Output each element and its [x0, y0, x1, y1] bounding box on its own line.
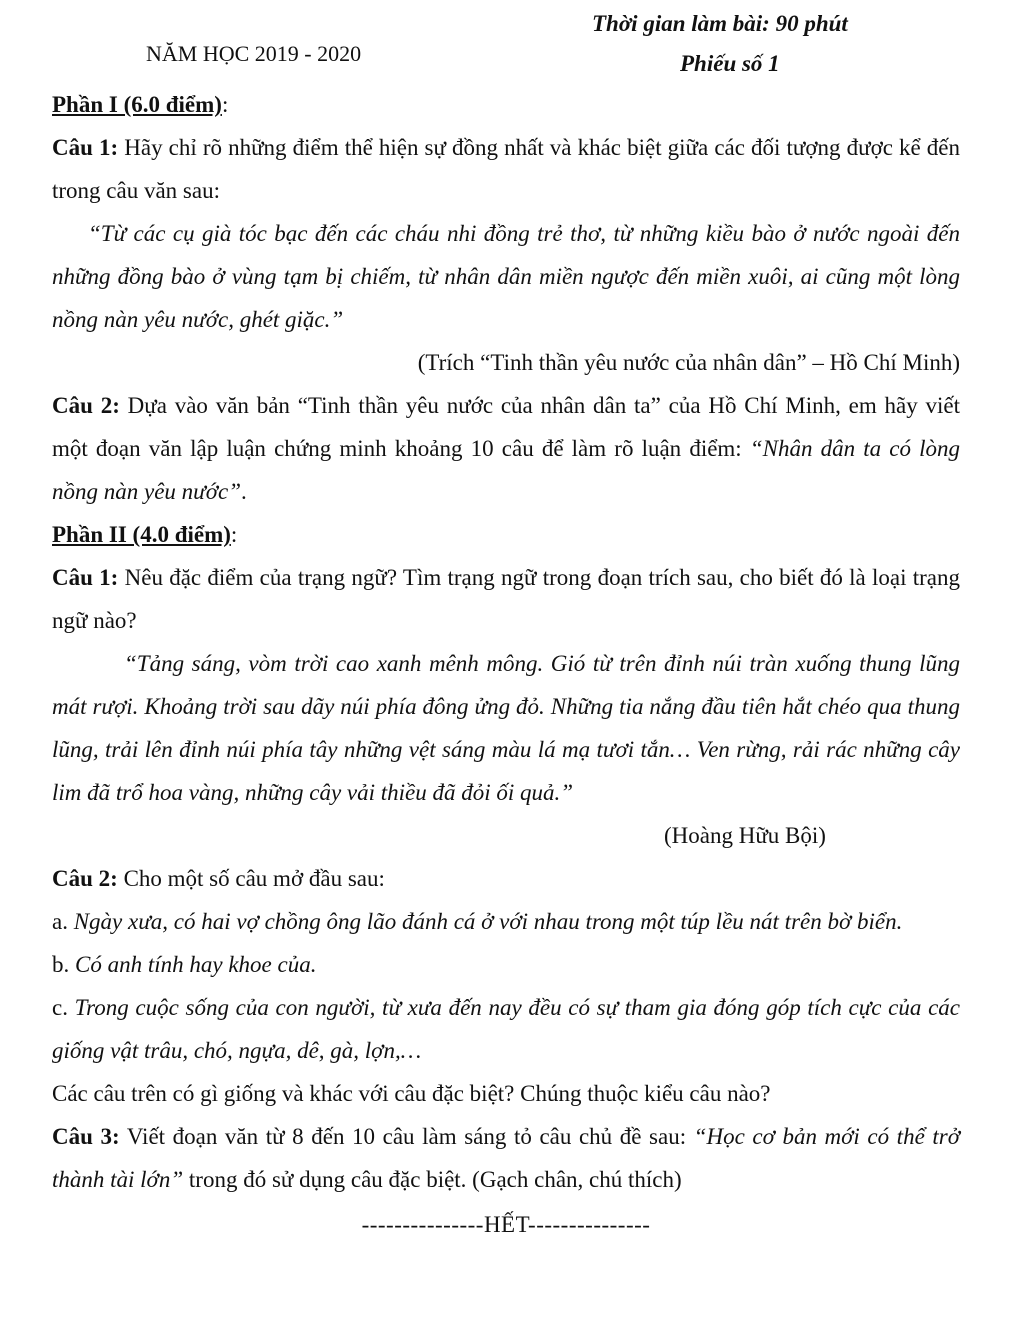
- question-label: Câu 2:: [52, 393, 120, 418]
- question-italic-topic: “Học cơ bản mới có thể trở thành tài lớn”: [52, 1124, 960, 1192]
- part2-question1: [52, 556, 960, 642]
- part2-q1-source: (Hoàng Hữu Bội): [664, 823, 826, 848]
- part1-q1-quote: “Từ các cụ già tóc bạc đến các cháu nhi đồng trẻ thơ, từ những kiều bào ở nước ngoài đến những đồng bào ở vùng tạm bị chiếm, từ nhân dân miền ngược đến miền xuôi, ai cũng một lòng nồng nàn yêu nước, ghét giặc.”: [52, 221, 960, 332]
- question-label: Câu 3:: [52, 1124, 120, 1149]
- question-text-end: trong đó sử dụng câu đặc biệt. (Gạch chân, chú thích): [183, 1167, 682, 1192]
- question-text-end: .: [241, 479, 247, 504]
- sheet-number: Phiếu số 1: [680, 51, 780, 76]
- part1-question1: [52, 126, 960, 212]
- sentence-a: [52, 900, 960, 943]
- question-text: Hãy chỉ rõ những điểm thể hiện sự đồng nhất và khác biệt giữa các đối tượng được kể đến trong câu văn sau:: [52, 135, 961, 203]
- part2-title-suffix: :: [230, 522, 238, 547]
- list-prefix: c.: [52, 995, 75, 1020]
- part2-question2: [52, 857, 960, 900]
- end-mark: ---------------HẾT---------------: [361, 1212, 651, 1237]
- question-text: Viết đoạn văn từ 8 đến 10 câu làm sáng tỏ câu chủ đề sau:: [126, 1124, 694, 1149]
- list-item-text: Có anh tính hay khoe của.: [75, 952, 317, 977]
- exam-body: [52, 83, 960, 1246]
- part1-title-suffix: :: [221, 92, 229, 117]
- list-prefix: a.: [52, 909, 74, 934]
- sentence-b: [52, 943, 960, 986]
- part1-title: Phần I (6.0 điểm): [52, 92, 222, 117]
- part2-q1-quote: “Tảng sáng, vòm trời cao xanh mênh mông. Gió từ trên đỉnh núi tràn xuống thung lũng mát rượi. Khoảng trời sau dãy núi phía đông ửng đỏ. Những tia nắng đầu tiên hắt chéo qua thung lũng, trải lên đỉnh núi phía tây những vệt sáng màu lá mạ tươi tắn… Ven rừng, rải rác những cây lim đã trổ hoa vàng, những cây vải thiều đã đỏi ối quả.”: [52, 651, 960, 805]
- list-item-text: Trong cuộc sống của con người, từ xưa đến nay đều có sự tham gia đóng góp tích cực của các giống vật trâu, chó, ngựa, dê, gà, lợn,…: [52, 995, 960, 1063]
- question-italic-claim: “Nhân dân ta có lòng nồng nàn yêu nước”: [52, 436, 961, 504]
- school-year: NĂM HỌC 2019 - 2020: [146, 41, 362, 66]
- part1-question2: [52, 384, 960, 513]
- question-label: Câu 2:: [52, 866, 118, 891]
- sentence-c: [52, 986, 960, 1072]
- part2-q2-question: Các câu trên có gì giống và khác với câu đặc biệt? Chúng thuộc kiểu câu nào?: [52, 1081, 771, 1106]
- question-text: Dựa vào văn bản “Tinh thần yêu nước của nhân dân ta” của Hồ Chí Minh, em hãy viết một đoạn văn lập luận chứng minh khoảng 10 câu để làm rõ luận điểm:: [52, 393, 961, 461]
- part1-heading: [52, 83, 960, 126]
- part2-title: Phần II (4.0 điểm): [52, 522, 231, 547]
- part2-heading: [52, 513, 960, 556]
- exam-duration: Thời gian làm bài: 90 phút: [592, 11, 848, 36]
- part1-q1-source: (Trích “Tinh thần yêu nước của nhân dân” – Hồ Chí Minh): [417, 350, 960, 375]
- question-text: Cho một số câu mở đầu sau:: [123, 866, 385, 891]
- question-label: Câu 1:: [52, 565, 119, 590]
- list-item-text: Ngày xưa, có hai vợ chồng ông lão đánh cá ở với nhau trong một túp lều nát trên bờ biển.: [73, 909, 903, 934]
- question-text: Nêu đặc điểm của trạng ngữ? Tìm trạng ngữ trong đoạn trích sau, cho biết đó là loại trạng ngữ nào?: [52, 565, 961, 633]
- part2-question3: [52, 1115, 960, 1201]
- question-label: Câu 1:: [52, 135, 119, 160]
- list-prefix: b.: [52, 952, 75, 977]
